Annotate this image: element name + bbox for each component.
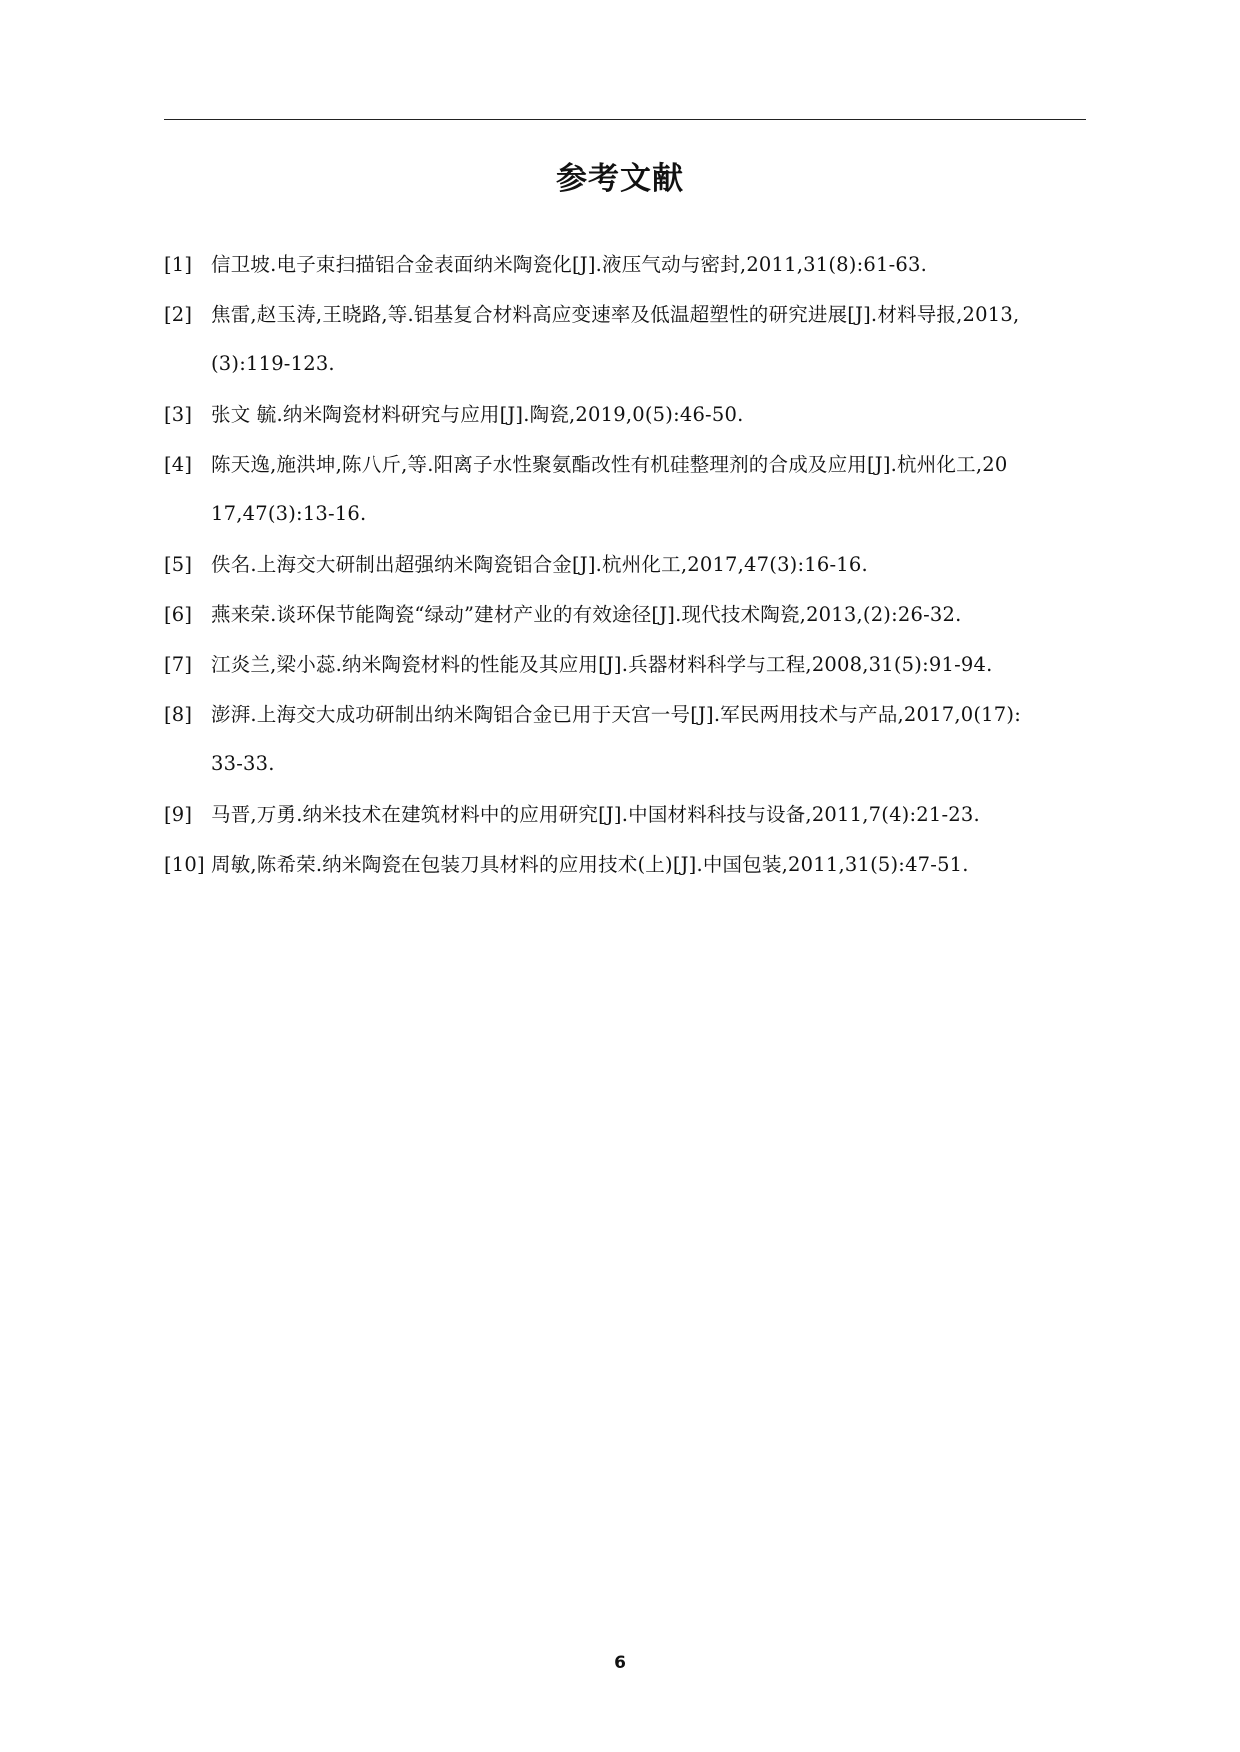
reference-text: 江炎兰,梁小蕊.纳米陶瓷材料的性能及其应用[J].兵器材料科学与工程,2008,31(5):91-94. bbox=[211, 653, 993, 676]
reference-text: 陈天逸,施洪坤,陈八斤,等.阳离子水性聚氨酯改性有机硅整理剂的合成及应用[J].杭州化工,20 bbox=[211, 453, 1008, 476]
reference-number: [2] bbox=[164, 303, 193, 326]
reference-number: [7] bbox=[164, 653, 193, 676]
reference-number: [9] bbox=[164, 803, 193, 826]
reference-text-continued: 33-33. bbox=[211, 752, 275, 775]
reference-text: 焦雷,赵玉涛,王晓路,等.铝基复合材料高应变速率及低温超塑性的研究进展[J].材料导报,2013, bbox=[211, 303, 1020, 326]
reference-text: 张文 毓.纳米陶瓷材料研究与应用[J].陶瓷,2019,0(5):46-50. bbox=[211, 403, 744, 426]
reference-number: [4] bbox=[164, 453, 193, 476]
reference-number: [6] bbox=[164, 603, 193, 626]
reference-number: [8] bbox=[164, 703, 193, 726]
reference-text: 佚名.上海交大研制出超强纳米陶瓷铝合金[J].杭州化工,2017,47(3):16-16. bbox=[211, 553, 868, 576]
reference-number: [1] bbox=[164, 253, 193, 276]
reference-number: [3] bbox=[164, 403, 193, 426]
reference-text: 燕来荣.谈环保节能陶瓷“绿动”建材产业的有效途径[J].现代技术陶瓷,2013,(2):26-32. bbox=[211, 603, 962, 626]
header-rule bbox=[164, 119, 1086, 120]
reference-text: 信卫坡.电子束扫描铝合金表面纳米陶瓷化[J].液压气动与密封,2011,31(8):61-63. bbox=[211, 253, 927, 276]
reference-text-continued: 17,47(3):13-16. bbox=[211, 502, 367, 525]
page-title: 参考文献 bbox=[556, 161, 684, 197]
reference-text: 澎湃.上海交大成功研制出纳米陶铝合金已用于天宫一号[J].军民两用技术与产品,2017,0(17): bbox=[211, 703, 1021, 726]
reference-text: 马晋,万勇.纳米技术在建筑材料中的应用研究[J].中国材料科技与设备,2011,7(4):21-23. bbox=[211, 803, 980, 826]
reference-text: 周敏,陈希荣.纳米陶瓷在包装刀具材料的应用技术(上)[J].中国包装,2011,31(5):47-51. bbox=[211, 853, 969, 876]
reference-text-continued: (3):119-123. bbox=[211, 352, 335, 375]
reference-number: [5] bbox=[164, 553, 193, 576]
page-number: 6 bbox=[614, 1653, 626, 1673]
reference-number: [10] bbox=[164, 853, 205, 876]
